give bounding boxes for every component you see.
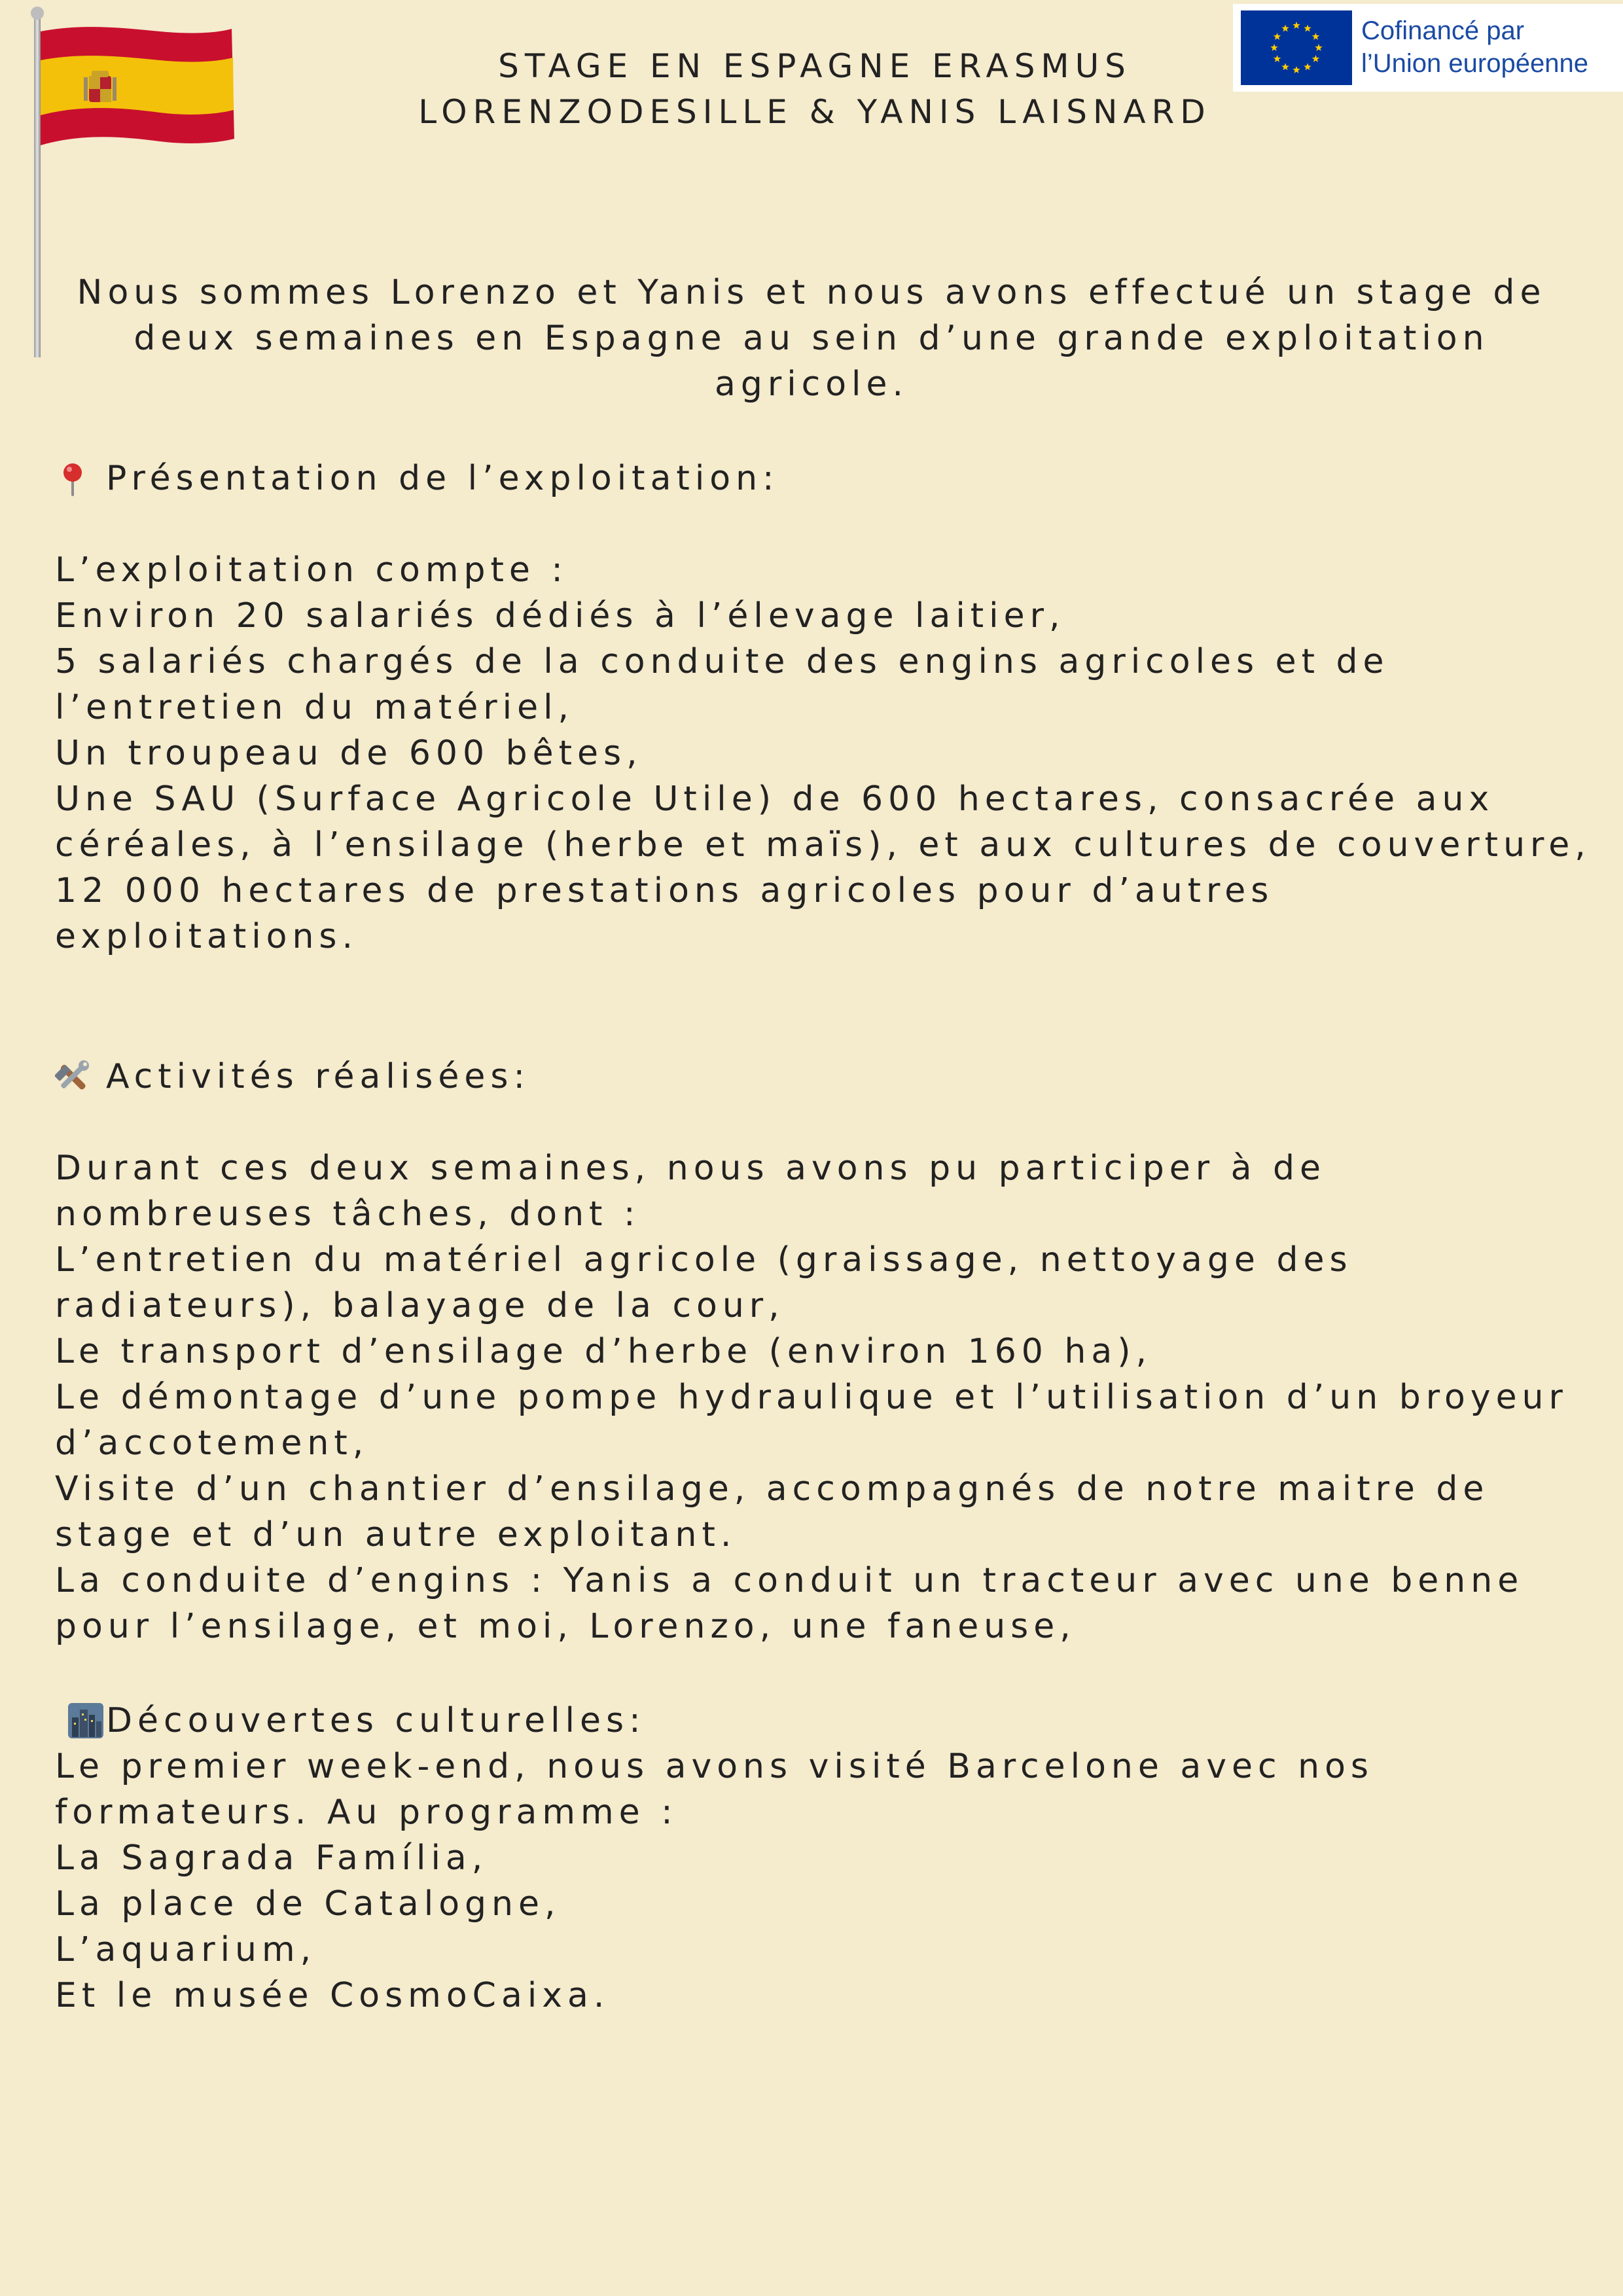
activities-lines <box>55 1145 1580 1649</box>
presentation-line: Environ 20 salariés dédiés à l’élevage laitier, <box>55 596 1065 636</box>
presentation-line: 5 salariés chargés de la conduite des engins agricoles et de <box>55 642 1389 681</box>
culture-line: La place de Catalogne, <box>55 1884 561 1924</box>
activities-line: pour l’ensilage, et moi, Lorenzo, une faneuse, <box>55 1607 1076 1646</box>
page-title <box>275 43 1355 135</box>
activities-line: stage et d’un autre exploitant. <box>55 1515 737 1554</box>
cityscape-icon <box>68 1703 103 1738</box>
culture-line: formateurs. Au programme : <box>55 1793 678 1832</box>
intro-line2: deux semaines en Espagne au sein d’une grande exploitation <box>134 319 1489 358</box>
intro-line1: Nous sommes Lorenzo et Yanis et nous avons effectué un stage de <box>77 273 1546 312</box>
activities-line: Le transport d’ensilage d’herbe (environ 160 ha), <box>55 1332 1152 1371</box>
section-presentation <box>55 456 1591 960</box>
presentation-line: L’exploitation compte : <box>55 550 568 590</box>
culture-line: Le premier week-end, nous avons visité Barcelone avec nos <box>55 1747 1374 1786</box>
activities-line: Le démontage d’une pompe hydraulique et l’utilisation d’un broyeur <box>55 1378 1568 1417</box>
activities-line: L’entretien du matériel agricole (graissage, nettoyage des <box>55 1240 1353 1280</box>
eu-text-line1: Cofinancé par <box>1361 16 1525 45</box>
section-culture <box>55 1698 1580 2018</box>
section-title-presentation <box>55 456 1580 501</box>
activities-line: Durant ces deux semaines, nous avons pu participer à de <box>55 1149 1327 1188</box>
section-title-activities <box>55 1054 1580 1100</box>
presentation-title: Présentation de l’exploitation: <box>106 459 779 498</box>
activities-line: d’accotement, <box>55 1424 369 1463</box>
culture-line: L’aquarium, <box>55 1930 317 1969</box>
activities-title: Activités réalisées: <box>106 1057 530 1096</box>
culture-lines <box>55 1744 1580 2018</box>
presentation-line: exploitations. <box>55 917 359 956</box>
presentation-lines <box>55 547 1591 960</box>
activities-line: nombreuses tâches, dont : <box>55 1194 641 1234</box>
eu-text-line2: l’Union européenne <box>1361 49 1588 78</box>
presentation-line: céréales, à l’ensilage (herbe et maïs), et aux cultures de couverture, <box>55 825 1591 865</box>
activities-line: La conduite d’engins : Yanis a conduit un tracteur avec une benne <box>55 1561 1524 1600</box>
presentation-line: 12 000 hectares de prestations agricoles pour d’autres <box>55 871 1274 910</box>
presentation-line: l’entretien du matériel, <box>55 688 575 727</box>
eu-cofunding-text <box>1361 14 1620 80</box>
activities-line: radiateurs), balayage de la cour, <box>55 1286 785 1325</box>
title-line2: LORENZODESILLE & YANIS LAISNARD <box>418 93 1211 131</box>
presentation-line: Un troupeau de 600 bêtes, <box>55 734 643 773</box>
culture-line: La Sagrada Família, <box>55 1839 488 1878</box>
round-pushpin-icon <box>55 461 90 496</box>
intro-paragraph <box>39 270 1584 407</box>
activities-line: Visite d’un chantier d’ensilage, accompagnés de notre maitre de <box>55 1469 1489 1509</box>
section-activities <box>55 1054 1580 1649</box>
intro-line3: agricole. <box>714 365 909 404</box>
section-title-culture <box>55 1698 1580 1744</box>
culture-title: Découvertes culturelles: <box>106 1701 646 1740</box>
presentation-line: Une SAU (Surface Agricole Utile) de 600 hectares, consacrée aux <box>55 780 1495 819</box>
title-line1: STAGE EN ESPAGNE ERASMUS <box>498 47 1132 85</box>
hammer-wrench-icon <box>55 1059 90 1094</box>
culture-line: Et le musée CosmoCaixa. <box>55 1976 610 2015</box>
